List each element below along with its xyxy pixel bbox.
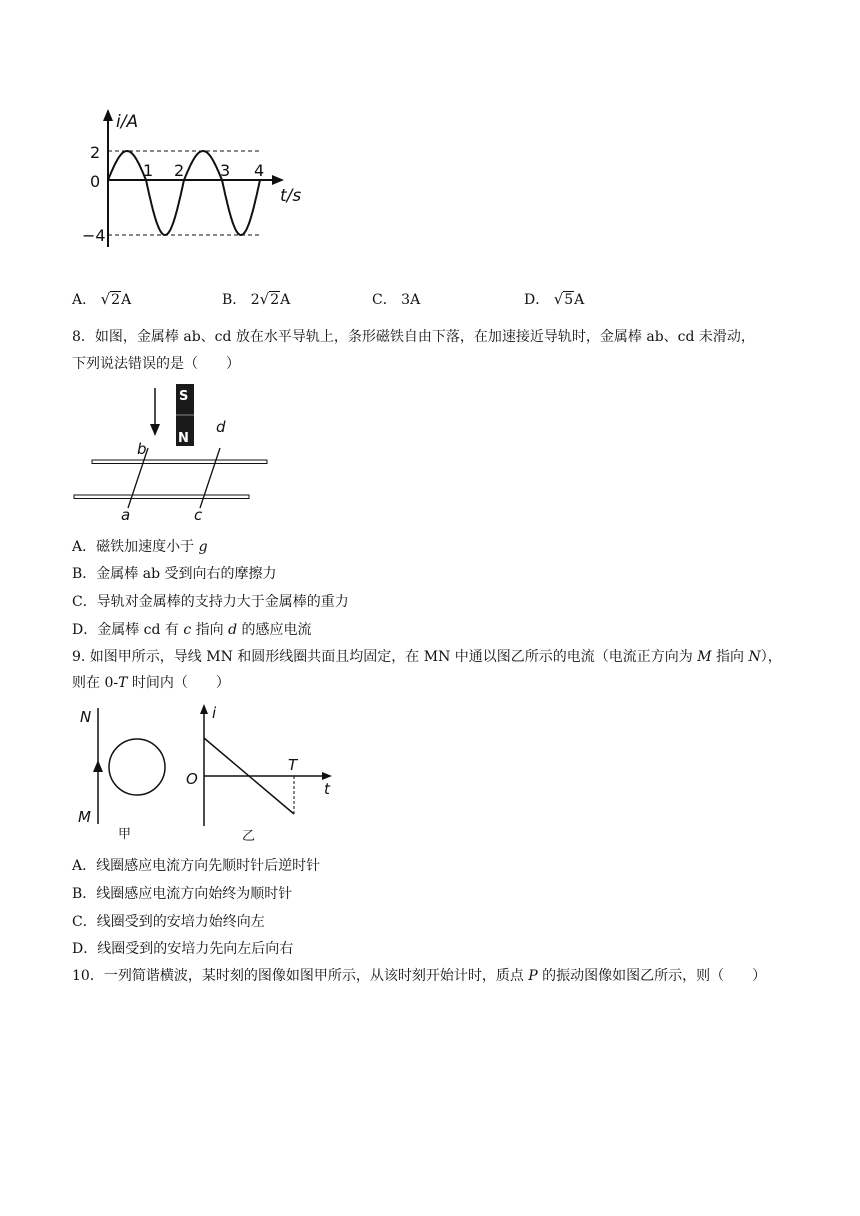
q9-option-c[interactable]	[72, 911, 265, 931]
q9-text: 9. 如图甲所示，导线 MN 和圆形线圈共面且均固定，在 MN 中通以图乙所示的电流（电流正方向为	[72, 649, 698, 665]
label-d: d	[216, 418, 226, 436]
option-var2: d	[228, 622, 238, 638]
q9-text: 时间内（ ）	[127, 675, 230, 691]
caption-yi: 乙	[242, 829, 256, 844]
x-tick-2: 2	[174, 161, 185, 180]
option-text-post: 的感应电流	[237, 622, 312, 638]
option-var: g	[198, 539, 208, 555]
yi-axis-t: t	[324, 780, 330, 798]
q8-stem-line1: 8．如图，金属棒 ab、cd 放在水平导轨上，条形磁铁自由下落，在加速接近导轨时，金属棒 ab、cd 未滑动，	[72, 329, 755, 345]
q9-text: 指向	[711, 649, 749, 665]
current-graph-yi	[182, 702, 342, 847]
q9-option-b[interactable]	[72, 883, 292, 903]
q9-stem-line2	[72, 672, 230, 692]
unit: A	[121, 292, 132, 308]
sqrt-expression: √2	[100, 290, 121, 308]
option-letter: C．	[72, 594, 97, 610]
option-letter: D．	[72, 941, 98, 957]
option-text: 金属棒 ab 受到向右的摩擦力	[96, 566, 277, 582]
q9-var-n: N	[748, 649, 761, 665]
magnet-s-pole: S	[179, 389, 189, 404]
option-letter: A．	[72, 539, 97, 555]
y-tick-2: 2	[90, 143, 101, 162]
x-tick-4: 4	[254, 161, 265, 180]
y-tick-0: 0	[90, 172, 101, 191]
x-axis-label: t/s	[280, 186, 302, 206]
wire-label-m: M	[78, 808, 91, 826]
option-text: 线圈感应电流方向始终为顺时针	[96, 886, 293, 902]
coefficient: 2	[250, 292, 260, 308]
option-text: 3A	[401, 292, 421, 308]
q9-option-d[interactable]	[72, 938, 293, 958]
option-letter: B．	[72, 886, 97, 902]
q7-option-d[interactable]	[524, 289, 584, 309]
q7-option-b[interactable]	[222, 289, 290, 309]
magnet-n-pole: N	[178, 431, 189, 446]
option-text: 金属棒 cd 有	[97, 622, 184, 638]
unit: A	[280, 292, 291, 308]
q9-text: ），	[760, 649, 782, 665]
label-c: c	[194, 506, 203, 524]
q8-stem-line2: 下列说法错误的是（ ）	[72, 356, 240, 372]
option-letter: C．	[372, 292, 397, 308]
magnet-rails-figure	[70, 380, 280, 522]
option-letter: B．	[72, 566, 97, 582]
yi-origin: O	[186, 770, 198, 788]
q9-stem-line1	[72, 646, 782, 666]
q7-option-a[interactable]	[72, 289, 131, 309]
option-letter: B．	[222, 292, 247, 308]
x-tick-1: 1	[143, 161, 154, 180]
q10-text: 的振动图像如图乙所示，则（ ）	[537, 968, 767, 984]
unit: A	[574, 292, 585, 308]
y-tick-neg4: −4	[82, 226, 106, 245]
label-a: a	[121, 506, 131, 524]
option-text: 线圈受到的安培力始终向左	[96, 914, 265, 930]
option-letter: D．	[524, 292, 550, 308]
q9-var-t: T	[118, 675, 128, 691]
q9-text: 则在 0-	[72, 675, 119, 691]
q10-stem	[72, 965, 766, 985]
label-b: b	[137, 440, 147, 458]
option-text: 线圈感应电流方向先顺时针后逆时针	[96, 858, 321, 874]
option-letter: A．	[72, 858, 97, 874]
q10-var-p: P	[528, 968, 538, 984]
yi-axis-i: i	[212, 704, 217, 722]
q8-option-d[interactable]	[72, 619, 312, 639]
option-var: c	[183, 622, 192, 638]
q9-option-a[interactable]	[72, 855, 320, 875]
current-time-graph	[80, 105, 320, 255]
q9-var-m: M	[697, 649, 712, 665]
y-axis-label: i/A	[116, 112, 139, 132]
x-tick-3: 3	[220, 161, 231, 180]
yi-period-t: T	[288, 756, 298, 774]
sqrt-expression: √5	[553, 290, 574, 308]
option-letter: A．	[72, 292, 97, 308]
option-text-mid: 指向	[191, 622, 229, 638]
q10-text: 10．一列简谐横波，某时刻的图像如图甲所示，从该时刻开始计时，质点	[72, 968, 529, 984]
sqrt-expression: √2	[259, 290, 280, 308]
option-text: 导轨对金属棒的支持力大于金属棒的重力	[96, 594, 349, 610]
wire-label-n: N	[80, 708, 92, 726]
q7-option-c[interactable]	[372, 289, 420, 309]
wire-coil-figure	[72, 700, 182, 845]
q8-option-c[interactable]	[72, 591, 349, 611]
q8-option-a[interactable]	[72, 536, 208, 556]
option-text: 磁铁加速度小于	[96, 539, 199, 555]
option-letter: D．	[72, 622, 98, 638]
caption-jia: 甲	[118, 827, 132, 842]
q8-option-b[interactable]	[72, 563, 277, 583]
option-letter: C．	[72, 914, 97, 930]
option-text: 线圈受到的安培力先向左后向右	[97, 941, 294, 957]
